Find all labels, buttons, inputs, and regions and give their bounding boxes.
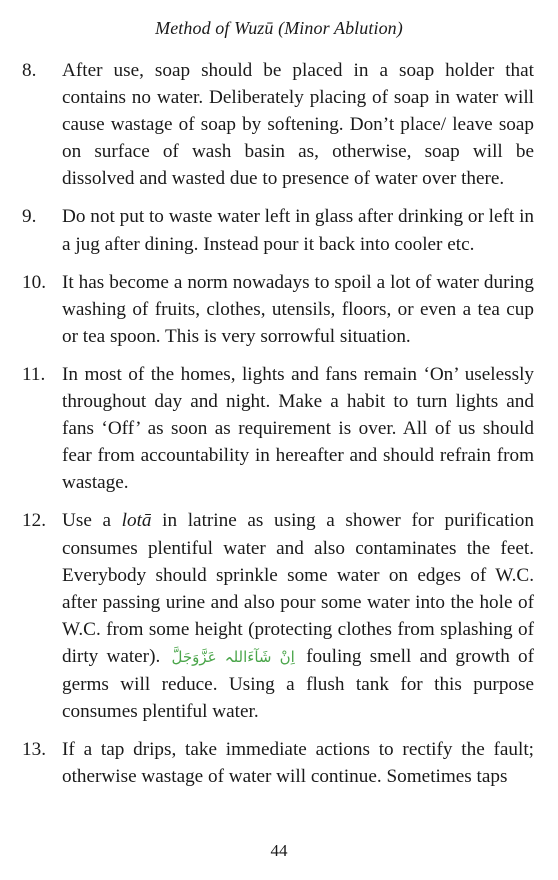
list-item bbox=[22, 361, 534, 496]
list-item bbox=[22, 57, 534, 192]
text-segment: Use a bbox=[62, 510, 122, 532]
arabic-phrase: اِنْ شَآءَاللہ عَزَّوَجَلَّ bbox=[171, 647, 295, 666]
item-number: 10. bbox=[22, 271, 46, 293]
running-header: Method of Wuzū (Minor Ablution) bbox=[155, 18, 403, 38]
page-body bbox=[22, 57, 534, 801]
list-item bbox=[22, 507, 534, 725]
item-number: 11. bbox=[22, 363, 46, 385]
item-number: 13. bbox=[22, 739, 46, 761]
list-item bbox=[22, 203, 534, 257]
page-number: 44 bbox=[270, 841, 288, 860]
text-segment: fouling smell and growth of germs will reduce. Using a flush tank for this purpose consumes plentiful water. bbox=[62, 645, 534, 723]
item-text: After use, soap should be placed in a soap holder that contains no water. Deliberately placing of soap in water will cause wastage of soap by softening. Don’t place/ leave soap on surface of wash basin as, otherwise, soap will be dissolved and wasted due to presence of water over there. bbox=[62, 60, 534, 190]
term-italic: lotā bbox=[121, 510, 152, 532]
item-number: 9. bbox=[22, 206, 37, 228]
item-text: Do not put to waste water left in glass after drinking or left in a jug after dining. Instead pour it back into cooler etc. bbox=[62, 206, 534, 255]
text-segment: in latrine as using a shower for purification consumes plentiful water and also contaminates the feet. Everybody should sprinkle some water on edges of W.C. after passing urine and also pour some water into the hole of W.C. from some height (protecting clothes from splashing of dirty water). bbox=[62, 510, 534, 667]
item-text: It has become a norm nowadays to spoil a lot of water during washing of fruits, clothes, utensils, floors, or even a tea cup or tea spoon. This is very sorrowful situation. bbox=[62, 271, 534, 347]
item-text: In most of the homes, lights and fans remain ‘On’ uselessly throughout day and night. Make a habit to turn lights and fans ‘Off’ as soon as requirement is over. All of us should fear from accountability in hereafter and should refrain from wastage. bbox=[62, 363, 534, 494]
item-number: 12. bbox=[22, 510, 46, 532]
item-text bbox=[62, 507, 534, 725]
list-item bbox=[22, 736, 534, 790]
item-number: 8. bbox=[22, 60, 37, 81]
item-text: If a tap drips, take immediate actions to rectify the fault; otherwise wastage of water will continue. Sometimes taps bbox=[62, 739, 534, 788]
list-item bbox=[22, 269, 534, 350]
